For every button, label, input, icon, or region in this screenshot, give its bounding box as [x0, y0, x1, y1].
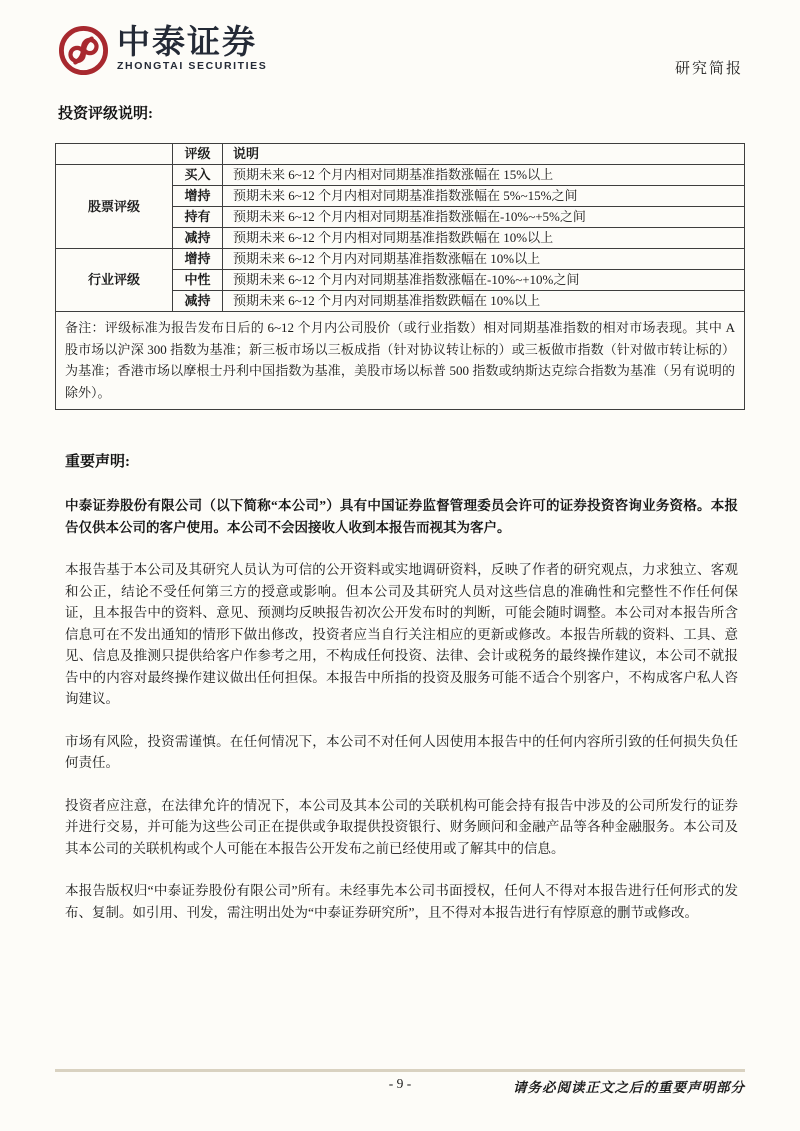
- rating-table-rating-header: 评级: [173, 144, 223, 165]
- rating-label: 买入: [173, 165, 223, 186]
- rating-section-title: 投资评级说明:: [58, 106, 153, 122]
- brand-name-en: ZHONGTAI SECURITIES: [117, 60, 268, 72]
- rating-table-note: 备注：评级标准为报告发布日后的 6~12 个月内公司股价（或行业指数）相对同期基准指数的相对市场表现。其中 A 股市场以沪深 300 指数为基准；新三板市场以三板成指（针对协议转让标的）或三板做市指数（针对做市转让标的）为基准；香港市场以摩根士丹利中国指数为基准，美股市场以标普 500 指数或纳斯达克综合指数为基准（另有说明的除外）。: [56, 312, 745, 410]
- important-statement-section: [65, 450, 738, 923]
- rating-description: 预期未来 6~12 个月内相对同期基准指数涨幅在 5%~15%之间: [223, 186, 745, 207]
- page-number: - 9 -: [388, 1076, 412, 1091]
- rating-description: 预期未来 6~12 个月内对同期基准指数涨幅在 10%以上: [223, 249, 745, 270]
- rating-description: 预期未来 6~12 个月内对同期基准指数涨幅在-10%~+10%之间: [223, 270, 745, 291]
- rating-table-header-row: [56, 144, 745, 165]
- company-logo: [57, 24, 267, 82]
- statement-title: 重要声明:: [65, 454, 130, 471]
- statement-paragraph: 本报告版权归“中泰证券股份有限公司”所有。未经事先本公司书面授权，任何人不得对本报告进行任何形式的发布、复制。如引用、刊发，需注明出处为“中泰证券研究所”，且不得对本报告进行有悖原意的删节或修改。: [65, 883, 738, 920]
- footer-notice: 请务必阅读正文之后的重要声明部分: [513, 1080, 745, 1095]
- statement-paragraph: 市场有风险，投资需谨慎。在任何情况下，本公司不对任何人因使用本报告中的任何内容所引致的任何损失负任何责任。: [65, 733, 738, 771]
- rating-description: 预期未来 6~12 个月内相对同期基准指数跌幅在 10%以上: [223, 228, 745, 249]
- rating-label: 增持: [173, 186, 223, 207]
- brand-name-cn: 中泰证券: [117, 23, 257, 60]
- rating-label: 中性: [173, 270, 223, 291]
- rating-table-group-header: [56, 144, 173, 165]
- industry-rating-group-label: 行业评级: [56, 249, 173, 312]
- footer-divider: [55, 1069, 745, 1072]
- logo-text: [117, 24, 267, 73]
- statement-paragraph: 本报告基于本公司及其研究人员认为可信的公开资料或实地调研资料，反映了作者的研究观点，力求独立、客观和公正，结论不受任何第三方的授意或影响。但本公司及其研究人员对这些信息的准确性和完整性不作任何保证，且本报告中的资料、意见、预测均反映报告初次公开发布时的判断，可能会随时调整。本公司对本报告所含信息可在不发出通知的情形下做出修改，投资者应当自行关注相应的更新或修改。本报告所载的资料、工具、意见、信息及推测只提供给客户作参考之用，不构成任何投资、法律、会计或税务的最终操作建议，本公司不就报告中的内容对最终操作建议做出任何担保。本报告中所指的投资及服务可能不适合个别客户，不构成客户私人咨询建议。: [65, 562, 738, 707]
- rating-description: 预期未来 6~12 个月内相对同期基准指数涨幅在 15%以上: [223, 165, 745, 186]
- rating-description: 预期未来 6~12 个月内对同期基准指数跌幅在 10%以上: [223, 291, 745, 312]
- statement-paragraph: 投资者应注意，在法律允许的情况下，本公司及其本公司的关联机构可能会持有报告中涉及的公司所发行的证券并进行交易，并可能为这些公司正在提供或争取提供投资银行、财务顾问和金融产品等各种金融服务。本公司及其本公司的关联机构或个人可能在本报告公开发布之前已经使用或了解其中的信息。: [65, 797, 738, 856]
- rating-label: 增持: [173, 249, 223, 270]
- statement-paragraph: 中泰证券股份有限公司（以下简称“本公司”）具有中国证券监督管理委员会许可的证券投资咨询业务资格。本报告仅供本公司的客户使用。本公司不会因接收人收到本报告而视其为客户。: [65, 498, 738, 535]
- report-type-label: 研究简报: [674, 61, 743, 77]
- stock-rating-group-label: 股票评级: [56, 165, 173, 249]
- rating-description: 预期未来 6~12 个月内相对同期基准指数涨幅在-10%~+5%之间: [223, 207, 745, 228]
- rating-table-desc-header: 说明: [223, 144, 745, 165]
- table-note-row: [56, 312, 745, 410]
- zhongtai-emblem-icon: [57, 24, 110, 82]
- rating-label: 持有: [173, 207, 223, 228]
- page-header: [0, 0, 800, 82]
- table-row: [56, 249, 745, 270]
- rating-label: 减持: [173, 291, 223, 312]
- table-row: [56, 165, 745, 186]
- rating-label: 减持: [173, 228, 223, 249]
- rating-table: [55, 143, 745, 410]
